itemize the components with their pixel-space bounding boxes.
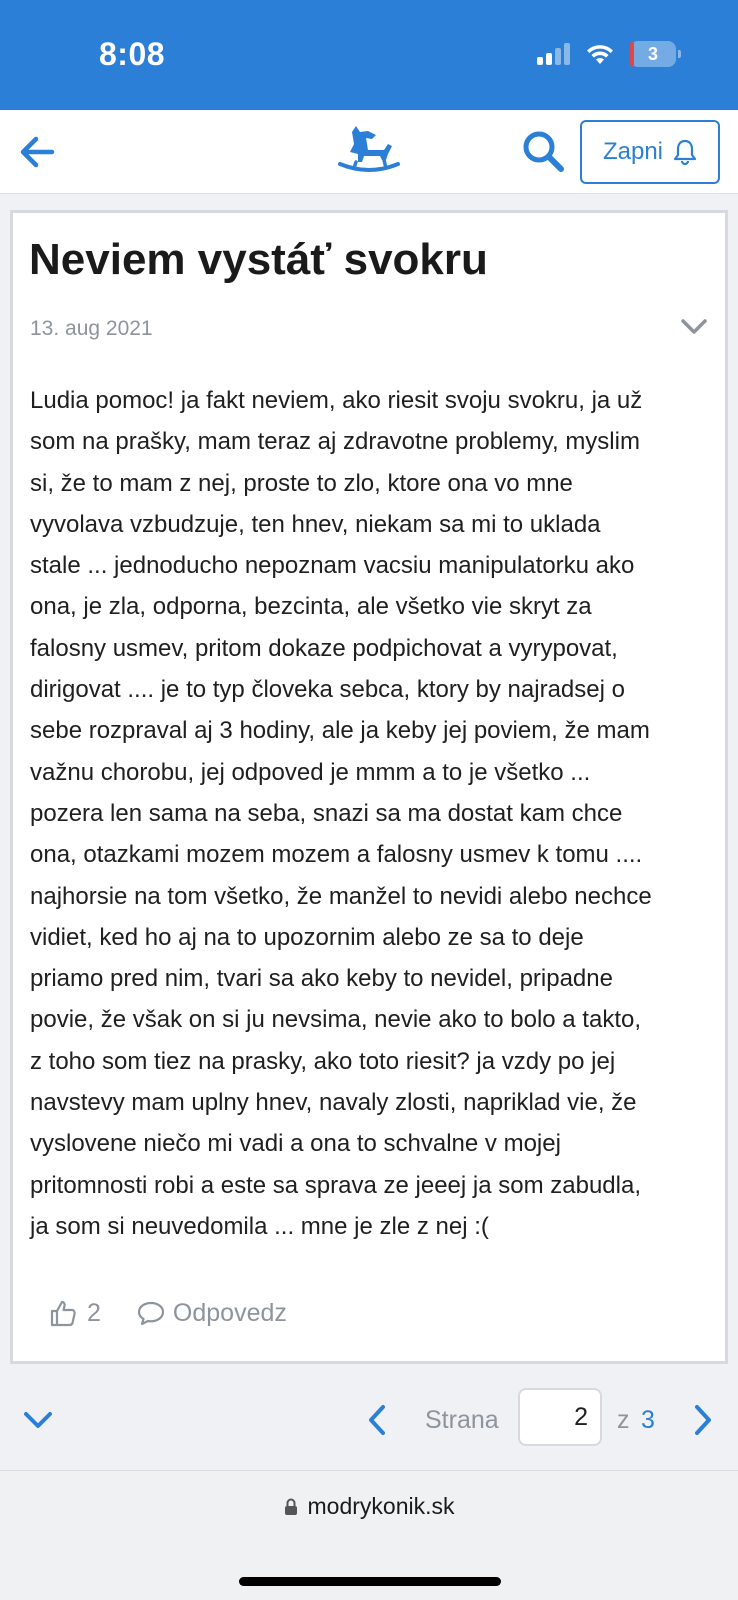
post-body-line: vidiet, ked ho aj na to upozornim alebo ze sa to deje [30,923,584,951]
post-body-line: falosny usmev, pritom dokaze podpichovat a vyrypovat, [30,634,618,662]
thumbs-up-icon [49,1299,77,1327]
reply-label: Odpovedz [172,1298,287,1327]
total-pages-link[interactable]: 3 [641,1406,655,1434]
pagination [0,1380,738,1460]
post-card [10,210,728,1364]
post-body-line: vyslovene niečo mi vadi a ona to schvalne v mojej [30,1130,561,1158]
post-actions [49,1293,287,1333]
subscribe-button[interactable] [580,120,720,184]
lock-icon [284,1498,298,1516]
chevron-left-icon[interactable] [362,1402,392,1438]
post-body-line: važnu chorobu, jej odpoved je mmm a to je všetko ... [30,758,591,786]
home-indicator[interactable] [239,1577,501,1586]
post-body-line: pritomnosti robi a este sa sprava ze jeeej ja som zabudla, [30,1171,641,1199]
post-body-line: ona, je zla, odporna, bezcinta, ale všetko vie skryt za [30,593,592,621]
like-count: 2 [87,1298,101,1327]
post-body-line: navstevy mam uplny hnev, navaly zlosti, napriklad vie, že [30,1089,637,1117]
post-body-line: najhorsie na tom všetko, že manžel to nevidi alebo nechce [30,882,652,910]
status-bar [0,0,738,110]
post-body-line: povie, že však on si ju nevsima, nevie ako to bolo a takto, [30,1006,642,1034]
page-label: Strana [425,1406,499,1434]
search-icon[interactable] [520,128,566,174]
bell-icon [673,139,697,165]
subscribe-label: Zapni [602,138,664,165]
post-body-line: pozera len sama na seba, snazi sa ma dostat kam chce [30,799,623,827]
post-body-line: som na prašky, mam teraz aj zdravotne problemy, myslim [30,428,640,456]
post-body [30,380,724,1247]
post-body-line: sebe rozpraval aj 3 hodiny, ale ja keby jej poviem, že mam [30,717,650,745]
wifi-icon [584,42,616,66]
page-number-input[interactable] [518,1388,602,1446]
like-button[interactable] [49,1299,101,1328]
post-body-line: ona, otazkami mozem mozem a falosny usmev k tomu .... [30,841,643,869]
battery-level: 3 [647,43,658,64]
post-body-line: priamo pred nim, tvari sa ako keby to nevidel, pripadne [30,965,613,993]
status-icons [537,38,676,70]
chevron-down-icon[interactable] [20,1402,56,1438]
chevron-down-icon[interactable] [679,311,709,341]
battery-icon [630,41,676,67]
post-body-line: si, že to mam z nej, proste to zlo, ktore ona vo mne [30,469,573,497]
post-body-line: ja som si neuvedomila ... mne je zle z nej :( [30,1212,489,1240]
post-date: 13. aug 2021 [30,317,153,340]
back-arrow-icon[interactable] [16,130,60,174]
status-time: 8:08 [99,36,166,72]
post-body-line: z toho som tiez na prasky, ako toto riesit? ja vzdy po jej [30,1047,616,1075]
post-body-line: Ludia pomoc! ja fakt neviem, ako riesit svoju svokru, ja už [30,387,643,414]
browser-bottom-bar [0,1470,738,1600]
url-text: modrykonik.sk [307,1493,455,1519]
post-body-line: vyvolava vzbudzuje, ten hnev, niekam sa mi to uklada [30,510,601,538]
reply-button[interactable] [137,1299,287,1328]
of-label: z [617,1406,630,1434]
speech-bubble-icon [137,1300,165,1326]
signal-icon [537,43,570,65]
chevron-right-icon[interactable] [688,1402,718,1438]
post-body-line: stale ... jednoducho nepoznam vacsiu manipulatorku ako [30,552,635,580]
address-bar[interactable] [0,1493,738,1520]
rocking-horse-logo-icon[interactable] [338,124,400,176]
post-title: Neviem vystáť svokru [29,235,488,284]
post-body-line: dirigovat .... je to typ človeka sebca, ktory by najradsej o [30,676,625,704]
app-header [0,110,738,194]
